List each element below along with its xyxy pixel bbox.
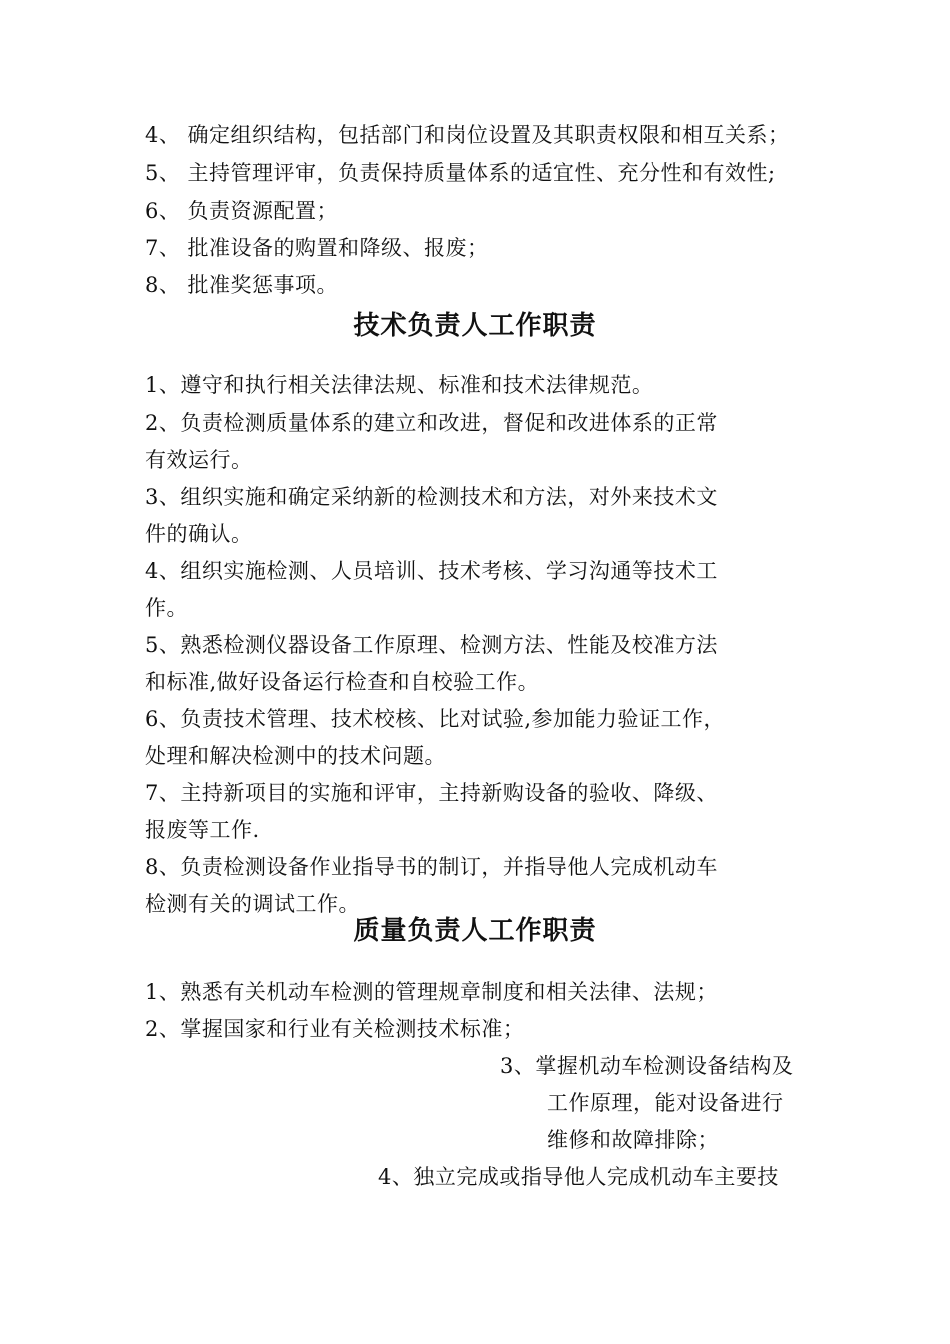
duty-item-4: 4、 确定组织结构，包括部门和岗位设置及其职责权限和相互关系； (145, 123, 790, 147)
technical-line: 处理和解决检测中的技术问题。 (145, 744, 446, 768)
technical-line: 报废等工作. (145, 818, 260, 842)
quality-line: 维修和故障排除； (547, 1128, 719, 1152)
technical-line: 2、负责检测质量体系的建立和改进，督促和改进体系的正常 (145, 411, 718, 435)
quality-line: 1、熟悉有关机动车检测的管理规章制度和相关法律、法规； (145, 980, 718, 1004)
technical-line: 3、组织实施和确定采纳新的检测技术和方法，对外来技术文 (145, 485, 718, 509)
technical-line: 和标准,做好设备运行检查和自校验工作。 (145, 670, 540, 694)
duty-item-6: 6、 负责资源配置； (145, 199, 339, 223)
quality-line: 3、掌握机动车检测设备结构及 (500, 1054, 794, 1078)
technical-line: 4、组织实施检测、人员培训、技术考核、学习沟通等技术工 (145, 559, 718, 583)
technical-line: 有效运行。 (145, 448, 253, 472)
technical-line: 5、熟悉检测仪器设备工作原理、检测方法、性能及校准方法 (145, 633, 718, 657)
technical-line: 作。 (145, 596, 188, 620)
quality-line: 工作原理，能对设备进行 (547, 1091, 784, 1115)
duty-item-5: 5、 主持管理评审，负责保持质量体系的适宜性、充分性和有效性; (145, 161, 776, 185)
quality-line: 2、掌握国家和行业有关检测技术标准； (145, 1017, 525, 1041)
duty-item-7: 7、 批准设备的购置和降级、报废； (145, 236, 489, 260)
technical-section-title: 技术负责人工作职责 (353, 311, 597, 341)
technical-line: 件的确认。 (145, 522, 253, 546)
technical-line: 7、主持新项目的实施和评审，主持新购设备的验收、降级、 (145, 781, 718, 805)
technical-line: 8、负责检测设备作业指导书的制订，并指导他人完成机动车 (145, 855, 718, 879)
quality-line: 4、独立完成或指导他人完成机动车主要技 (378, 1165, 779, 1189)
technical-line: 6、负责技术管理、技术校核、比对试验,参加能力验证工作， (145, 707, 726, 731)
duty-item-8: 8、 批准奖惩事项。 (145, 273, 339, 297)
technical-line: 1、遵守和执行相关法律法规、标准和技术法律规范。 (145, 373, 654, 397)
quality-section-title: 质量负责人工作职责 (353, 916, 597, 946)
technical-line: 检测有关的调试工作。 (145, 892, 360, 916)
